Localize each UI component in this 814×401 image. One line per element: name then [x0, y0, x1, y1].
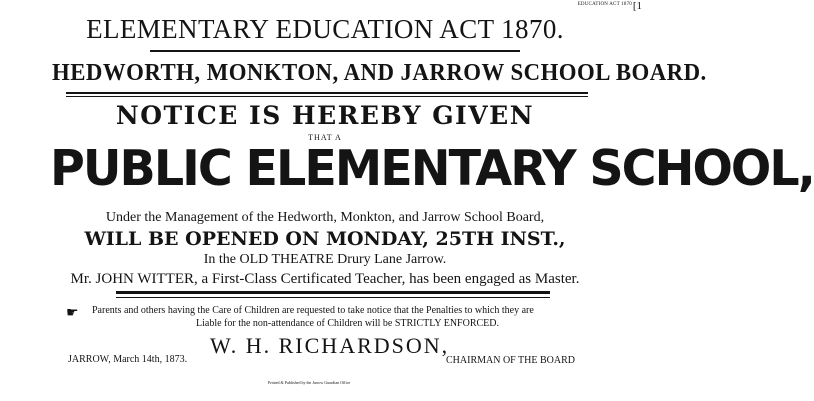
penalty-notice-line-1: Parents and others having the Care of Children are requested to take notice that the Penalties to which they are: [92, 305, 534, 316]
school-board-title: HEDWORTH, MONKTON, AND JARROW SCHOOL BOARD.: [52, 60, 707, 86]
that-a-label: THAT A: [308, 133, 342, 142]
teacher-line: Mr. JOHN WITTER, a First-Class Certificated Teacher, has been engaged as Master.: [70, 271, 580, 287]
corner-mark: [1: [632, 0, 642, 12]
rule-under-title: [150, 50, 520, 52]
rule-thin: [116, 297, 550, 298]
place-and-date: JARROW, March 14th, 1873.: [68, 354, 188, 365]
opening-announcement: WILL BE OPENED ON MONDAY, 25TH INST.,: [84, 228, 566, 250]
location-line: In the OLD THEATRE Drury Lane Jarrow.: [203, 252, 447, 267]
public-school-heading: PUBLIC ELEMENTARY SCHOOL,: [50, 140, 814, 197]
pointing-hand-icon: ☛: [66, 306, 79, 321]
penalty-notice-line-2: Liable for the non-attendance of Children will be STRICTLY ENFORCED.: [196, 318, 500, 329]
act-title: ELEMENTARY EDUCATION ACT 1870.: [86, 14, 564, 44]
notice-heading: NOTICE IS HEREBY GIVEN: [115, 101, 535, 130]
management-line: Under the Management of the Hedworth, Monkton, and Jarrow School Board,: [105, 210, 545, 225]
corner-note: EDUCATION ACT 1870: [577, 2, 632, 7]
chairman-title: CHAIRMAN OF THE BOARD: [446, 355, 575, 366]
printer-imprint: Printed & Published by the Jarrow Guardian Office: [268, 380, 351, 385]
rule-under-board: [66, 92, 588, 94]
rule-under-board-thin: [66, 96, 588, 97]
signature-name: W. H. RICHARDSON,: [210, 333, 450, 358]
rule-thick: [116, 291, 550, 294]
